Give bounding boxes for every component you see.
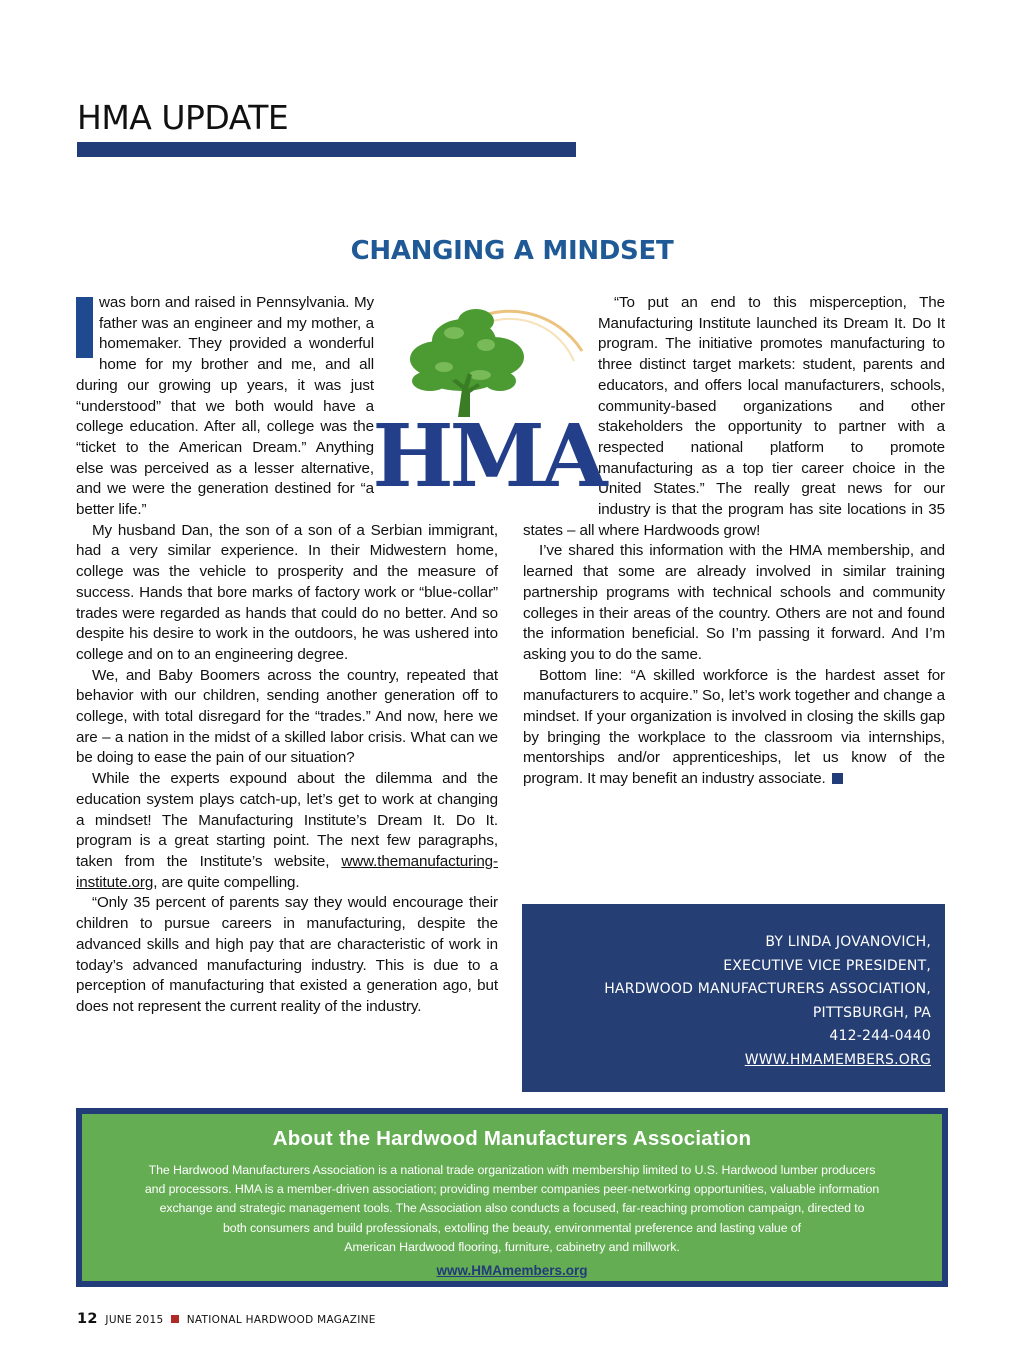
paragraph: My husband Dan, the son of a son of a Serbian immigrant, had a very similar experience. In their Midwestern home, college was the vehicle to prosperity and the measure of success. Hands that bore marks of factory work or “blue-collar” trades were regarded as hands that could do no better. And so despite his desire to work in the outdoors, he was ushered into college and on to an engineering degree. xyxy=(76,521,498,663)
paragraph: Bottom line: “A skilled workforce is the hardest asset for manufacturers to acquire.” So, let’s work together and change a mindset. If your organization is involved in closing the skills gap by bringing the workplace to the classroom via internships, mentorships and/or apprenticeships, let us know of the program. It may benefit an industry associate. xyxy=(523,666,945,788)
footer-square-icon xyxy=(171,1315,179,1323)
byline-city: PITTSBURGH, PA xyxy=(812,1004,931,1021)
byline-author: BY LINDA JOVANOVICH, xyxy=(765,934,931,950)
byline-box xyxy=(522,904,945,1092)
about-text: The Hardwood Manufacturers Association is a national trade organization with membership limited to U.S. Hardwood lumber producers and processors. HMA is a member-driven association; providing member companies peer-networking opportunities, valuable information exchange and strategic management tools. The Association also conducts a focused, far-reaching promotion campaign, directed to both consumers and build professionals, extolling the beauty, environmental preference and lasting value of American Hardwood flooring, furniture, cabinetry and millwork. xyxy=(144,1163,880,1254)
title-rule xyxy=(77,142,576,157)
about-box xyxy=(76,1108,948,1287)
article-column-right xyxy=(523,293,945,790)
manufacturing-institute-link[interactable]: www.themanufacturing-institute.org xyxy=(76,852,498,891)
about-website-link[interactable]: www.HMAmembers.org xyxy=(436,1263,588,1279)
footer-publication: NATIONAL HARDWOOD MAGAZINE xyxy=(186,1314,376,1326)
about-title: About the Hardwood Manufacturers Association xyxy=(272,1127,752,1150)
paragraph: I’ve shared this information with the HMA membership, and learned that some are already involved in similar training partnership programs with technical schools and community colleges in their areas of the country. Others are not and found the information beneficial. So I’m passing it forward. And I’m asking you to do the same. xyxy=(523,542,945,663)
section-title: HMA UPDATE xyxy=(77,98,289,137)
paragraph: was born and raised in Pennsylvania. My father was an engineer and my mother, a homemaker. They provided a wonderful home for my brother and me, and all during our growing up years, it was just “understood” that we both would have a college education. After all, college was the “ticket to the American Dream.” Anything else was perceived as a lesser alternative, and we were the generation destined for “a better life.” xyxy=(76,294,374,519)
paragraph: “Only 35 percent of parents say they would encourage their children to pursue careers in manufacturing, despite the advanced skills and high pay that are characteristic of work in today’s advanced manufacturing industry. This is due to a perception of manufacturing that existed a generation ago, but does not represent the current reality of the industry. xyxy=(76,894,498,1015)
logo-text: HMA xyxy=(372,406,604,507)
page-number: 12 xyxy=(77,1311,98,1327)
page-footer xyxy=(77,1311,376,1327)
article-headline: CHANGING A MINDSET xyxy=(350,236,674,266)
hma-tree-logo-icon xyxy=(372,293,604,507)
footer-date: JUNE 2015 xyxy=(105,1314,164,1326)
drop-cap xyxy=(76,297,93,358)
end-mark-icon xyxy=(832,773,843,784)
byline-phone: 412-244-0440 xyxy=(829,1028,931,1044)
byline-organization: HARDWOOD MANUFACTURERS ASSOCIATION, xyxy=(604,981,931,997)
byline-website-link[interactable]: WWW.HMAMEMBERS.ORG xyxy=(744,1051,931,1068)
paragraph: We, and Baby Boomers across the country, repeated that behavior with our children, sending another generation off to college, with total disregard for the “trades.” And now, here we are – a nation in the midst of a skilled labor crisis. What can we be doing to ease the pain of our situation? xyxy=(76,666,498,767)
paragraph: While the experts expound about the dilemma and the education system plays catch-up, let’s get to work at changing a mindset! The Manufacturing Institute’s Dream It. Do It. program is a great starting point. The next few paragraphs, taken from the Institute’s website, www.themanufacturing-institute.org, are quite compelling. xyxy=(76,770,498,891)
byline-role: EXECUTIVE VICE PRESIDENT, xyxy=(723,957,931,974)
paragraph: “To put an end to this misperception, The Manufacturing Institute launched its Dream It. Do It program. The initiative promotes manufacturing to three distinct target markets: student, parents and educators, and offers local manufacturers, schools, community-based organizations and other stakeholders the opportunity to partner with a respected national platform to promote manufacturing as a top tier career choice in the United States.” The really great news for our industry is that the program has site locations in 35 states – all where Hardwoods grow! xyxy=(523,294,945,539)
